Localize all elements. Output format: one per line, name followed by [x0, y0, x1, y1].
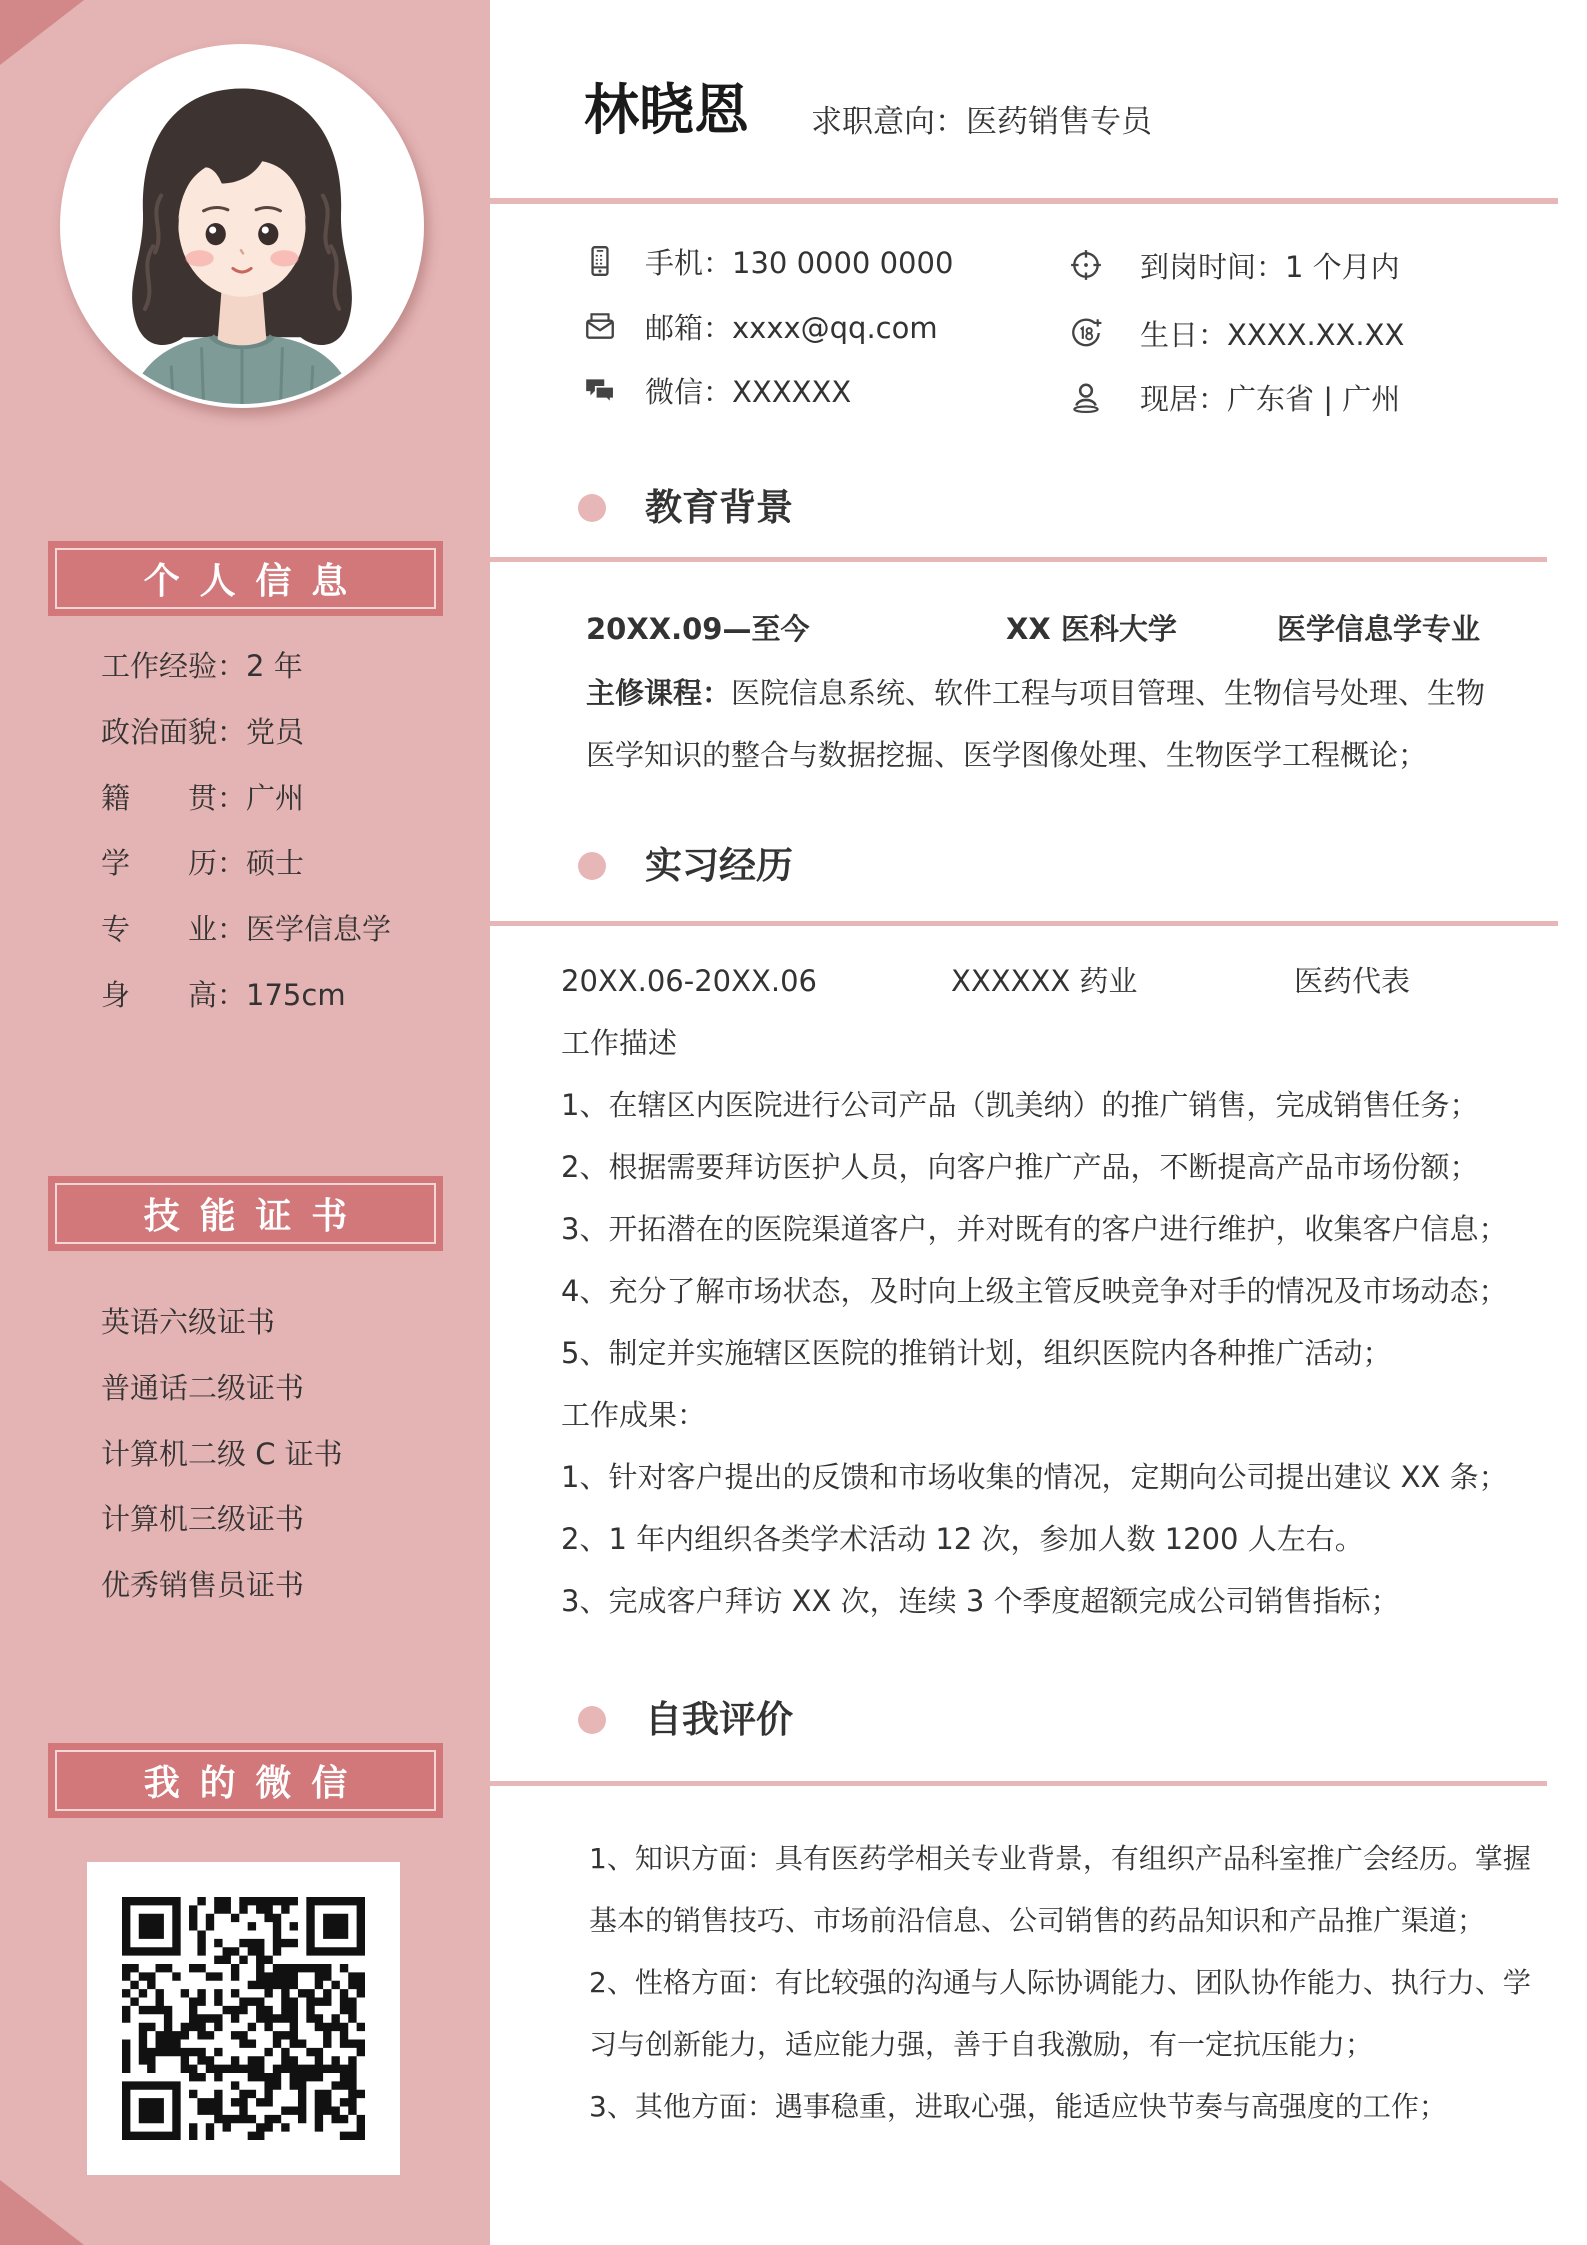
- info-separator: ：: [217, 714, 247, 749]
- contact-wechat: [582, 368, 851, 412]
- info-item-hometown: [101, 766, 391, 832]
- target-icon: [1068, 247, 1104, 283]
- info-item-major: [101, 897, 391, 963]
- education-section-title: 教育背景: [645, 486, 793, 529]
- info-value: 医学信息学: [246, 912, 392, 947]
- wechat-title: 我的微信: [143, 1763, 367, 1804]
- contact-availability-text: 到岗时间：1 个月内: [1140, 249, 1400, 284]
- certificate-item: 计算机三级证书: [101, 1502, 305, 1537]
- info-value: 硕士: [246, 846, 305, 881]
- internship-details: [561, 1012, 1508, 1632]
- info-label: 政治面貌: [101, 714, 218, 749]
- info-value: 广州: [246, 780, 305, 815]
- self-evaluation-divider: [490, 1781, 1547, 1786]
- qr-code-card: [87, 1862, 400, 2175]
- evaluation-item: 3、其他方面：遇事稳重，进取心强，能适应快节奏与高强度的工作；: [589, 2090, 1447, 2123]
- qr-code: [122, 1897, 365, 2140]
- internship-position: 医药代表: [1294, 964, 1411, 998]
- personal-info-title-frame: [55, 548, 436, 609]
- result-item: 1、针对客户提出的反馈和市场收集的情况，定期向公司提出建议 XX 条；: [561, 1460, 1508, 1494]
- internship-divider: [490, 921, 1558, 926]
- info-item-experience: [101, 634, 391, 700]
- info-value: 175cm: [246, 977, 346, 1012]
- corner-decoration-top: [0, 0, 84, 65]
- info-item-degree: [101, 831, 391, 897]
- internship-period: 20XX.06-20XX.06: [561, 964, 817, 998]
- evaluation-item: 1、知识方面：具有医药学相关专业背景，有组织产品科室推广会经历。掌握基本的销售技巧、市场前沿信息、公司销售的药品知识和产品推广渠道；: [589, 1842, 1531, 1937]
- internship-company: XXXXXX 药业: [951, 964, 1138, 998]
- contact-availability: [1068, 243, 1400, 287]
- certificate-item: 计算机二级 C 证书: [101, 1436, 343, 1471]
- info-label: 身 高: [101, 977, 218, 1012]
- avatar: [60, 44, 424, 408]
- age-18-icon: [1068, 315, 1104, 351]
- courses-label: 主修课程：: [586, 676, 732, 710]
- duty-item: 1、在辖区内医院进行公司产品（凯美纳）的推广销售，完成销售任务；: [561, 1088, 1479, 1122]
- certificate-item: 英语六级证书: [101, 1305, 276, 1339]
- education-divider: [490, 557, 1547, 562]
- info-label: 籍 贯: [101, 780, 218, 815]
- sidebar: [0, 0, 490, 2245]
- skills-title-box: [48, 1176, 443, 1251]
- education-major: 医学信息学专业: [1277, 612, 1481, 646]
- result-item: 2、1 年内组织各类学术活动 12 次，参加人数 1200 人左右。: [561, 1522, 1364, 1556]
- info-separator: ：: [217, 780, 247, 815]
- education-school: XX 医科大学: [1006, 612, 1177, 646]
- info-label: 工作经验: [101, 649, 218, 683]
- chat-icon: [582, 372, 618, 408]
- candidate-name: 林晓恩: [584, 78, 750, 142]
- contact-residence-text: 现居：广东省 | 广州: [1140, 381, 1401, 416]
- duties-heading: 工作描述: [561, 1026, 678, 1060]
- certificate-item: 优秀销售员证书: [101, 1568, 305, 1603]
- contact-phone-text: 手机：130 0000 0000: [645, 245, 954, 280]
- duty-item: 2、根据需要拜访医护人员，向客户推广产品，不断提高产品市场份额；: [561, 1150, 1479, 1184]
- info-item-height: [101, 963, 391, 1029]
- results-heading: 工作成果：: [561, 1398, 707, 1432]
- contact-wechat-text: 微信：XXXXXX: [645, 374, 852, 409]
- person-location-icon: [1068, 379, 1104, 415]
- result-item: 3、完成客户拜访 XX 次，连续 3 个季度超额完成公司销售指标；: [561, 1584, 1400, 1618]
- education-courses: [586, 662, 1501, 786]
- personal-info-list: [101, 634, 391, 1029]
- self-evaluation-bullet-dot: [578, 1706, 606, 1734]
- info-value: 2 年: [246, 649, 303, 683]
- info-separator: ：: [217, 912, 247, 947]
- mail-icon: [582, 308, 618, 344]
- skills-title: 技能证书: [143, 1196, 367, 1237]
- education-period: 20XX.09—至今: [586, 612, 810, 646]
- wechat-title-box: [48, 1743, 443, 1818]
- info-separator: ：: [217, 846, 247, 881]
- internship-section-title: 实习经历: [645, 844, 793, 887]
- avatar-illustration: [60, 44, 424, 408]
- info-item-political-status: [101, 700, 391, 766]
- contact-phone: [582, 239, 953, 283]
- duty-item: 3、开拓潜在的医院渠道客户，并对既有的客户进行维护，收集客户信息；: [561, 1212, 1508, 1246]
- internship-bullet-dot: [578, 852, 606, 880]
- corner-decoration-bottom: [0, 2180, 84, 2245]
- duty-item: 5、制定并实施辖区医院的推销计划，组织医院内各种推广活动；: [561, 1336, 1392, 1370]
- contact-birthday-text: 生日：XXXX.XX.XX: [1140, 317, 1405, 352]
- skills-title-frame: [55, 1183, 436, 1244]
- contact-email: [582, 304, 938, 348]
- contact-birthday: [1068, 311, 1404, 355]
- info-label: 学 历: [101, 846, 218, 881]
- contact-email-text: 邮箱：xxxx@qq.com: [645, 310, 938, 345]
- duty-item: 4、充分了解市场状态，及时向上级主管反映竞争对手的情况及市场动态；: [561, 1274, 1508, 1308]
- info-label: 专 业: [101, 912, 218, 947]
- info-value: 党员: [246, 714, 305, 749]
- self-evaluation-list: [589, 1828, 1539, 2138]
- skills-list: [101, 1290, 343, 1619]
- contact-residence: [1068, 375, 1400, 419]
- self-evaluation-section-title: 自我评价: [645, 1698, 793, 1741]
- personal-info-title-box: [48, 541, 443, 616]
- certificate-item: 普通话二级证书: [101, 1370, 305, 1405]
- wechat-title-frame: [55, 1750, 436, 1811]
- header-divider: [490, 198, 1558, 204]
- courses-text: 医院信息系统、软件工程与项目管理、生物信号处理、生物医学知识的整合与数据挖掘、医学图像处理、生物医学工程概论；: [586, 676, 1486, 772]
- personal-info-title: 个人信息: [143, 561, 367, 602]
- job-objective: 求职意向：医药销售专员: [811, 104, 1152, 140]
- info-separator: ：: [217, 977, 247, 1012]
- info-separator: ：: [217, 649, 247, 683]
- education-bullet-dot: [578, 494, 606, 522]
- evaluation-item: 2、性格方面：有比较强的沟通与人际协调能力、团队协作能力、执行力、学习与创新能力，适应能力强，善于自我激励，有一定抗压能力；: [589, 1966, 1531, 2061]
- mobile-phone-icon: [582, 243, 618, 279]
